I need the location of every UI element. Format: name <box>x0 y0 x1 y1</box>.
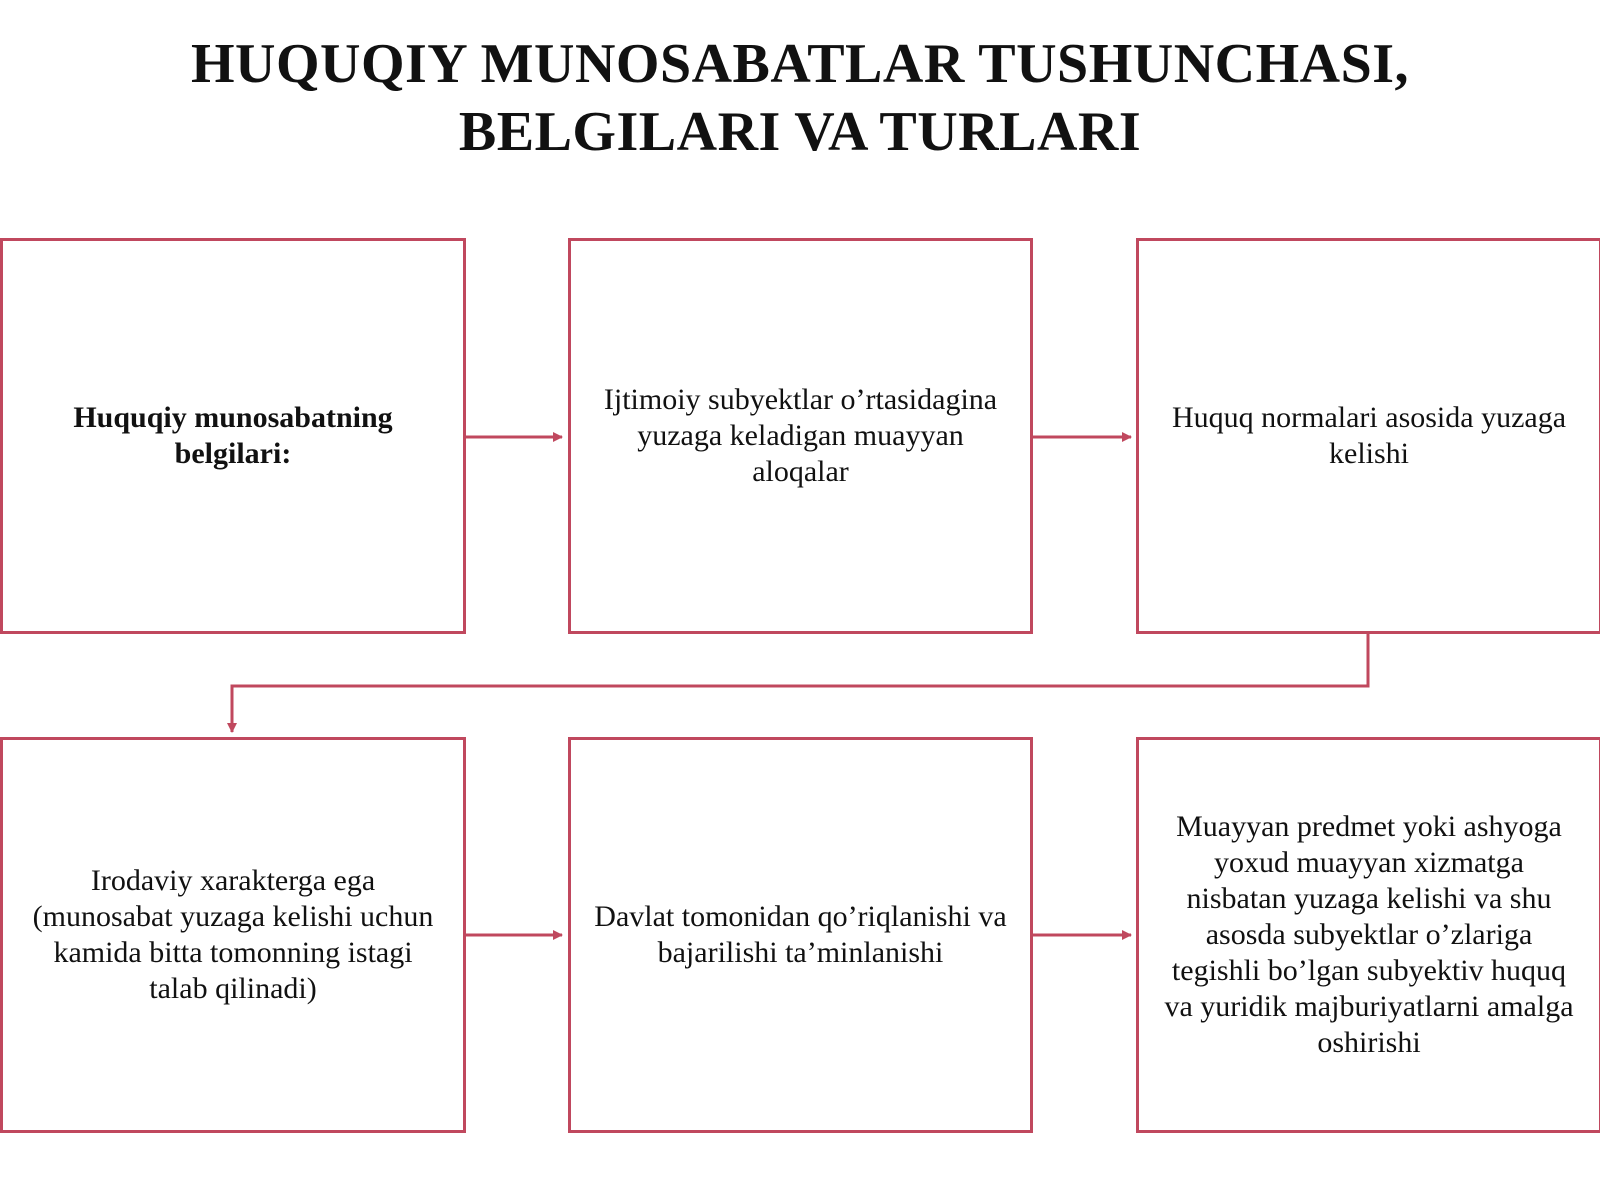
box-text: Davlat tomonidan qo’riqlanishi va bajarilishi ta’minlanishi <box>594 900 1007 969</box>
box-text: Ijtimoiy subyektlar o’rtasidagina yuzaga keladigan muayyan aloqalar <box>603 383 998 488</box>
box-social-subjects-relations <box>568 238 1033 634</box>
box-text: Irodaviy xarakterga ega (munosabat yuzaga kelishi uchun kamida bitta tomonning istagi talab qilinadi) <box>32 864 434 1005</box>
arrow-box3-to-box4 <box>232 632 1368 732</box>
box-legal-norms-basis <box>1136 238 1600 634</box>
box-relationship-features-heading <box>0 238 466 634</box>
box-state-protection <box>568 737 1033 1133</box>
box-volitional-character <box>0 737 466 1133</box>
box-text: Huquq normalari asosida yuzaga kelishi <box>1171 401 1567 470</box>
box-subject-object-rights <box>1136 737 1600 1133</box>
box-text: Muayyan predmet yoki ashyoga yoxud muayyan xizmatga nisbatan yuzaga kelishi va shu asosda subyektlar o’zlariga tegishli bo’lgan subyektiv huquq va yuridik majburiyatlarni amalga oshirishi <box>1164 810 1574 1059</box>
title-line-2: BELGILARI VA TURLARI <box>458 101 1142 163</box>
box-text: Huquqiy munosabatning belgilari: <box>73 401 393 470</box>
title-line-1: HUQUQIY MUNOSABATLAR TUSHUNCHASI, <box>190 33 1410 95</box>
